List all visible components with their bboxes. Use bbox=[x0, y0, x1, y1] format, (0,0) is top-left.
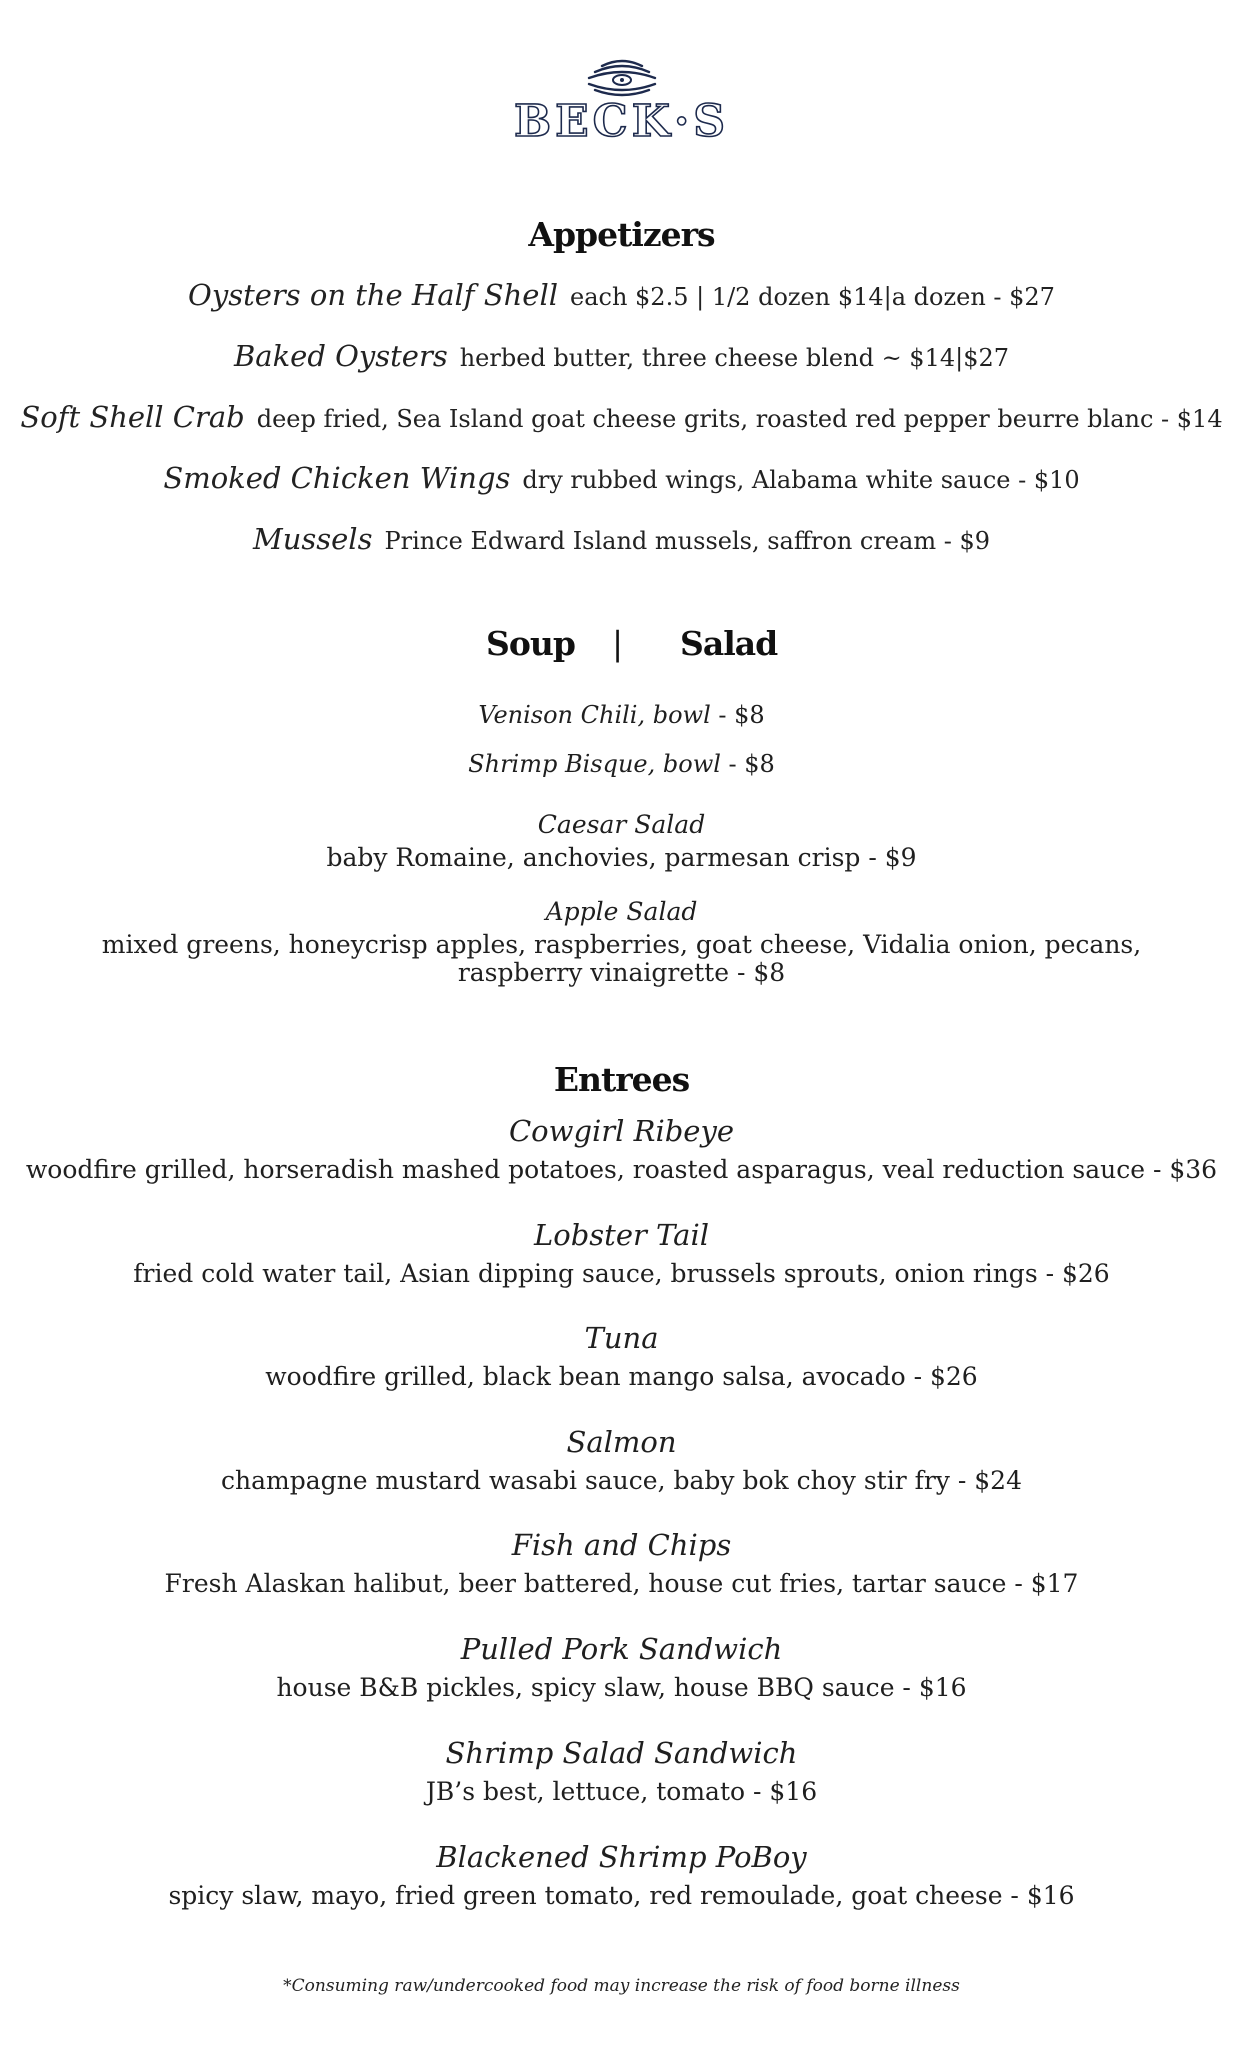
appetizer-name: Oysters on the Half Shell bbox=[188, 278, 558, 312]
entree-name: Tuna bbox=[584, 1321, 659, 1355]
entree-name: Blackened Shrimp PoBoy bbox=[436, 1840, 807, 1874]
entree-name: Salmon bbox=[566, 1425, 677, 1459]
salad-heading: Salad bbox=[680, 624, 778, 663]
logo-emblem-icon bbox=[567, 58, 677, 98]
soup-item bbox=[0, 701, 1243, 729]
appetizer-desc: each $2.5 | 1/2 dozen $14|a dozen - $27 bbox=[570, 283, 1055, 311]
salad-desc: raspberry vinaigrette - $8 bbox=[457, 958, 786, 987]
appetizer-name: Baked Oysters bbox=[233, 339, 448, 373]
appetizer-desc: dry rubbed wings, Alabama white sauce - $10 bbox=[522, 466, 1080, 494]
soup-price: - $8 bbox=[710, 701, 765, 729]
appetizer-name: Smoked Chicken Wings bbox=[163, 461, 511, 495]
logo-wordmark: BECK·S bbox=[513, 96, 730, 147]
appetizers-heading: Appetizers bbox=[528, 215, 715, 254]
entree-name: Lobster Tail bbox=[534, 1218, 709, 1252]
soup-heading: Soup bbox=[486, 624, 575, 663]
heading-divider: | bbox=[612, 624, 623, 663]
entree-name: Fish and Chips bbox=[511, 1528, 732, 1562]
salad-name: Caesar Salad bbox=[537, 810, 706, 839]
soup-price: - $8 bbox=[720, 750, 775, 778]
appetizer-item bbox=[0, 400, 1243, 434]
entree-desc: champagne mustard wasabi sauce, baby bok choy stir fry - $24 bbox=[221, 1466, 1022, 1495]
entree-name: Pulled Pork Sandwich bbox=[460, 1632, 783, 1666]
salad-desc: mixed greens, honeycrisp apples, raspberries, goat cheese, Vidalia onion, pecans, bbox=[101, 930, 1142, 959]
appetizer-desc: herbed butter, three cheese blend ~ $14|$27 bbox=[459, 344, 1010, 372]
entrees-heading: Entrees bbox=[553, 1060, 690, 1099]
soup-salad-heading bbox=[0, 624, 1243, 668]
salad-name: Apple Salad bbox=[545, 897, 698, 926]
soup-name: Venison Chili, bowl bbox=[478, 701, 711, 729]
entree-desc: Fresh Alaskan halibut, beer battered, house cut fries, tartar sauce - $17 bbox=[164, 1569, 1079, 1598]
appetizer-item bbox=[0, 278, 1243, 312]
appetizer-item bbox=[0, 461, 1243, 495]
salad-desc: baby Romaine, anchovies, parmesan crisp - $9 bbox=[326, 843, 917, 872]
food-safety-footnote: *Consuming raw/undercooked food may increase the risk of food borne illness bbox=[283, 1976, 960, 1996]
soup-item bbox=[0, 750, 1243, 778]
entree-name: Cowgirl Ribeye bbox=[508, 1114, 735, 1148]
appetizer-desc: Prince Edward Island mussels, saffron cream - $9 bbox=[384, 527, 990, 555]
entree-desc: spicy slaw, mayo, fried green tomato, red remoulade, goat cheese - $16 bbox=[168, 1881, 1075, 1910]
appetizer-name: Soft Shell Crab bbox=[20, 400, 245, 434]
appetizer-item bbox=[0, 339, 1243, 373]
restaurant-logo bbox=[0, 58, 1243, 146]
entree-desc: woodfire grilled, black bean mango salsa, avocado - $26 bbox=[265, 1362, 978, 1391]
entree-desc: JB’s best, lettuce, tomato - $16 bbox=[425, 1777, 818, 1806]
appetizer-desc: deep fried, Sea Island goat cheese grits, roasted red pepper beurre blanc - $14 bbox=[256, 405, 1223, 433]
entree-name: Shrimp Salad Sandwich bbox=[445, 1736, 798, 1770]
soup-name: Shrimp Bisque, bowl bbox=[468, 750, 721, 778]
entree-desc: woodfire grilled, horseradish mashed potatoes, roasted asparagus, veal reduction sauce - $36 bbox=[25, 1155, 1218, 1184]
entree-desc: house B&B pickles, spicy slaw, house BBQ sauce - $16 bbox=[276, 1673, 967, 1702]
entree-desc: fried cold water tail, Asian dipping sauce, brussels sprouts, onion rings - $26 bbox=[133, 1259, 1110, 1288]
appetizer-name: Mussels bbox=[253, 522, 373, 556]
appetizer-item bbox=[0, 522, 1243, 556]
